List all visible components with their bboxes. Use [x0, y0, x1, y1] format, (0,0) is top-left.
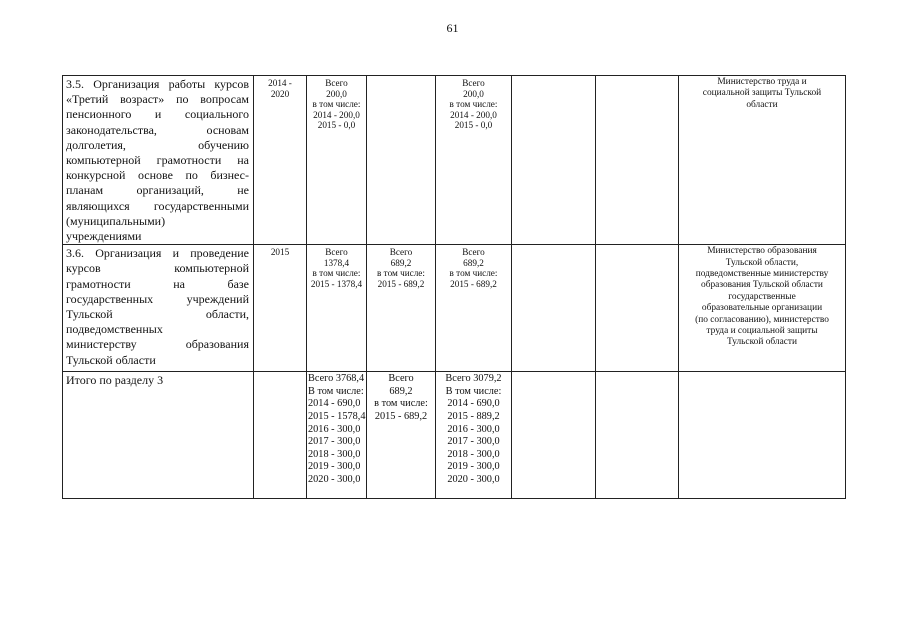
text-line: 2017 - 300,0 [447, 436, 500, 448]
federal-funding [367, 245, 435, 289]
measure-name [63, 372, 253, 388]
text-line: труда и социальной защиты [706, 326, 818, 337]
text-line: «Третий возраст» по вопросам [66, 92, 249, 107]
measure-name [63, 76, 253, 244]
text-line: (по согласованию), министерство [695, 314, 829, 325]
text-line: 2020 - 300,0 [308, 473, 361, 485]
period [254, 372, 306, 374]
local-funding-cell [512, 372, 596, 499]
text-line: подведомственных [66, 322, 163, 337]
period [254, 76, 306, 99]
other-funding-cell [596, 76, 679, 245]
text-line: 2014 - 690,0 [447, 398, 500, 410]
text-line: Итого по разделу 3 [66, 373, 164, 388]
text-line: планам организаций, не [66, 183, 249, 198]
text-line: подведомственные министерству [695, 269, 829, 280]
text-line: курсов компьютерной [66, 261, 249, 276]
table-row [63, 245, 846, 372]
local-funding-cell [512, 245, 596, 372]
federal-funding-cell [367, 372, 436, 499]
period [254, 245, 306, 258]
text-line: государственные [728, 291, 796, 302]
text-line: Всего [388, 373, 414, 385]
measure-name-cell [63, 372, 254, 499]
text-line: образовательные организации [701, 303, 823, 314]
text-line: министерству образования [66, 337, 249, 352]
text-line: 1378,4 [323, 257, 350, 268]
text-line: 2017 - 300,0 [308, 436, 361, 448]
text-line: области [746, 99, 778, 110]
text-line: пенсионного и социального [66, 107, 249, 122]
text-line: Тульской области, [725, 257, 799, 268]
text-line: 2015 - 889,2 [447, 411, 500, 423]
page-number: 61 [446, 21, 459, 35]
text-line: социальной защиты Тульской [702, 88, 822, 99]
text-line: (муниципальными) [66, 213, 166, 228]
text-line: являющихся государственными [66, 198, 249, 213]
text-line: Тульской области [726, 337, 798, 348]
text-line: образования Тульской области [701, 280, 823, 291]
text-line: Всего 3079,2 [445, 373, 502, 385]
regional-funding [436, 245, 511, 289]
text-line: Министерство труда и [717, 77, 807, 87]
regional-funding-cell [436, 245, 512, 372]
federal-funding [367, 76, 435, 78]
text-line: Всего [389, 247, 413, 258]
text-line: 2015 - 1578,4 [308, 411, 366, 423]
text-line: 2018 - 300,0 [447, 448, 500, 460]
responsible-cell [679, 372, 846, 499]
text-line: государственных учреждений [66, 291, 249, 306]
text-line: в том числе: [312, 268, 361, 279]
other-funding-cell [596, 372, 679, 499]
measure-name [63, 245, 253, 368]
text-line: Всего [325, 247, 348, 258]
text-line: компьютерной грамотности на [66, 153, 249, 168]
text-line: 2015 - 689,2 [377, 279, 425, 290]
federal-funding-cell [367, 76, 436, 245]
text-line: 2015 - 689,2 [450, 279, 497, 290]
total-funding [307, 245, 366, 289]
text-line: Всего [325, 78, 348, 88]
total-funding-cell [307, 245, 367, 372]
text-line: 689,2 [389, 385, 413, 397]
text-line: 2015 - 0,0 [317, 120, 356, 131]
text-line: в том числе: [377, 268, 425, 279]
regional-funding-cell [436, 372, 512, 499]
text-line: 2014 - 690,0 [308, 398, 361, 410]
total-funding [307, 372, 366, 486]
text-line: учреждениями [66, 229, 142, 244]
text-line: в том числе: [449, 99, 498, 110]
other-funding-cell [596, 245, 679, 372]
total-funding-cell [307, 76, 367, 245]
program-table [62, 75, 846, 499]
text-line: 2016 - 300,0 [447, 423, 500, 435]
text-line: долголетия, обучению [66, 137, 249, 152]
responsible [679, 76, 845, 111]
text-line: Всего [462, 247, 485, 258]
text-line: 3.5. Организация работы курсов [66, 77, 249, 91]
federal-funding-cell [367, 245, 436, 372]
text-line: 2015 [270, 247, 290, 258]
text-line: 2019 - 300,0 [308, 461, 361, 473]
table-row [63, 372, 846, 499]
measure-name-cell [63, 245, 254, 372]
text-line: 200,0 [326, 88, 347, 99]
text-line: Всего 3768,4 [308, 373, 365, 385]
text-line: 689,2 [463, 257, 484, 268]
total-funding [307, 76, 366, 131]
text-line: 2015 - 0,0 [454, 120, 493, 131]
text-line: законодательства, основам [66, 122, 249, 137]
total-funding-cell [307, 372, 367, 499]
text-line: 2014 - 200,0 [313, 109, 360, 120]
text-line: 2014 - [268, 78, 292, 88]
local-funding-cell [512, 76, 596, 245]
responsible-cell [679, 245, 846, 372]
period-cell [254, 245, 307, 372]
table-row [63, 76, 846, 245]
measure-name-cell [63, 76, 254, 245]
text-line: 2015 - 1378,4 [310, 279, 363, 290]
regional-funding [436, 372, 511, 486]
text-line: 2015 - 689,2 [374, 411, 428, 423]
text-line: 2020 [270, 88, 290, 99]
text-line: в том числе: [449, 268, 498, 279]
period-cell [254, 372, 307, 499]
text-line: грамотности на базе [66, 276, 249, 291]
period-cell [254, 76, 307, 245]
text-line: 200,0 [463, 88, 484, 99]
text-line: в том числе: [374, 398, 428, 410]
text-line: 689,2 [390, 257, 412, 268]
text-line: В том числе: [308, 385, 364, 397]
text-line: конкурсной основе по бизнес- [66, 168, 249, 183]
text-line: Тульской области [66, 352, 156, 367]
regional-funding [436, 76, 511, 131]
text-line: 2014 - 200,0 [450, 109, 497, 120]
text-line: Всего [462, 78, 485, 88]
text-line: 2018 - 300,0 [308, 448, 361, 460]
text-line: Министерство образования [707, 246, 817, 257]
text-line: 2020 - 300,0 [447, 473, 500, 485]
regional-funding-cell [436, 76, 512, 245]
text-line: в том числе: [312, 99, 361, 110]
responsible-cell [679, 76, 846, 245]
text-line: В том числе: [445, 385, 502, 397]
text-line: 3.6. Организация и проведение [66, 246, 249, 261]
text-line: 2019 - 300,0 [447, 461, 500, 473]
responsible [679, 245, 845, 349]
text-line: 2016 - 300,0 [308, 423, 361, 435]
text-line: Тульской области, [66, 307, 249, 322]
responsible [679, 372, 845, 373]
federal-funding [367, 372, 435, 423]
